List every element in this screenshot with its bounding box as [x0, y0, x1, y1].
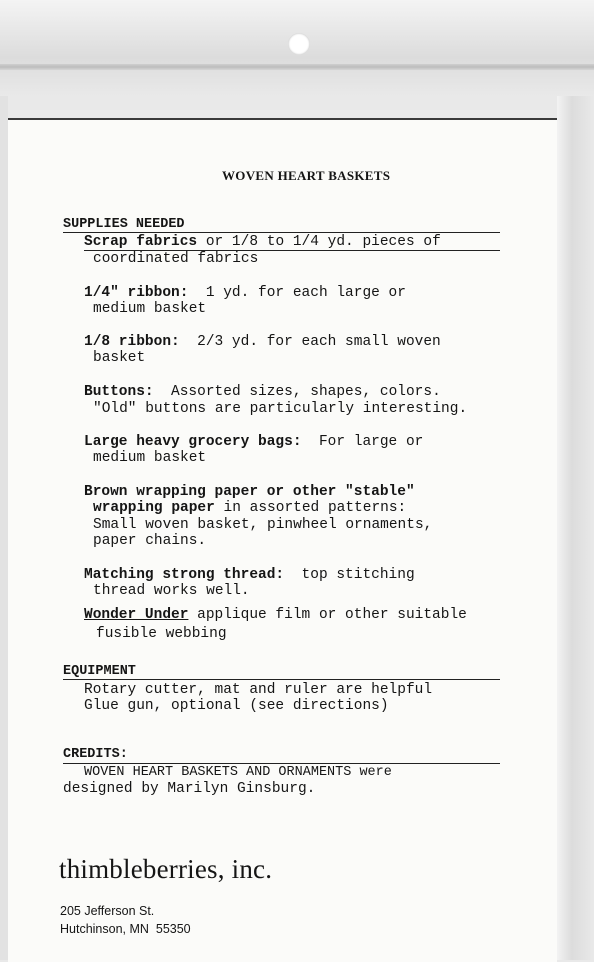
hang-hole: [288, 33, 310, 55]
sleeve-edge-left: [0, 96, 8, 960]
supply-text: paper chains.: [93, 533, 207, 549]
supply-quarter-ribbon: [84, 285, 406, 302]
supply-label: Wonder Under: [84, 607, 189, 623]
supply-text: "Old" buttons are particularly interesting.: [93, 401, 468, 417]
sleeve-seal: [0, 64, 594, 70]
supply-text: applique film or other suitable: [188, 607, 467, 623]
supply-text: medium basket: [93, 301, 207, 317]
supply-wrapping-paper: [93, 500, 406, 517]
credits-heading: CREDITS:: [63, 747, 128, 762]
company-address: 205 Jefferson St.: [60, 904, 155, 918]
supply-text: Small woven basket, pinwheel ornaments,: [93, 517, 433, 533]
supply-label: wrapping paper: [93, 500, 215, 516]
supplies-heading: SUPPLIES NEEDED: [63, 217, 185, 232]
equipment-text: Rotary cutter, mat and ruler are helpful: [84, 682, 433, 698]
supply-label: Scrap fabrics: [84, 234, 198, 250]
supply-text: coordinated fabrics: [93, 251, 259, 267]
supply-label: Buttons:: [84, 384, 154, 400]
supply-text: in assorted patterns:: [214, 500, 407, 516]
page-title: WOVEN HEART BASKETS: [222, 168, 391, 183]
supply-label: Brown wrapping paper or other "stable": [84, 484, 415, 500]
credits-text: WOVEN HEART BASKETS AND ORNAMENTS were: [84, 765, 392, 780]
supplies-rule: [63, 232, 500, 233]
credits-rule: [63, 763, 500, 764]
supply-text: Assorted sizes, shapes, colors.: [153, 384, 441, 400]
supply-text: top stitching: [284, 567, 415, 583]
supply-grocery-bags: [84, 434, 423, 451]
company-address: Hutchinson, MN 55350: [60, 922, 191, 936]
pattern-card: [8, 118, 557, 962]
company-logo-text: thimbleberries, inc.: [59, 854, 273, 884]
supply-buttons: [84, 384, 441, 401]
supply-label: 1/8 ribbon:: [84, 334, 180, 350]
supply-label: 1/4" ribbon:: [84, 285, 189, 301]
supply-text: basket: [93, 350, 146, 366]
supply-text: 2/3 yd. for each small woven: [179, 334, 441, 350]
supply-text: medium basket: [93, 450, 207, 466]
supply-text: For large or: [301, 434, 424, 450]
supply-text: thread works well.: [93, 583, 250, 599]
supply-label: Large heavy grocery bags:: [84, 434, 302, 450]
sleeve-edge-right: [557, 96, 594, 960]
supply-eighth-ribbon: [84, 334, 441, 351]
supply-scrap-fabrics: [84, 234, 441, 251]
supply-text: fusible webbing: [96, 626, 227, 642]
equipment-text: Glue gun, optional (see directions): [84, 698, 389, 714]
supply-wonder-under: [84, 607, 467, 624]
supply-text: or 1/8 to 1/4 yd. pieces of: [197, 234, 441, 250]
supply-thread: [84, 567, 415, 584]
credits-text: designed by Marilyn Ginsburg.: [63, 781, 316, 797]
equipment-rule: [63, 679, 500, 680]
supply-label: Matching strong thread:: [84, 567, 285, 583]
equipment-heading: EQUIPMENT: [63, 664, 136, 679]
supply-text: 1 yd. for each large or: [188, 285, 406, 301]
